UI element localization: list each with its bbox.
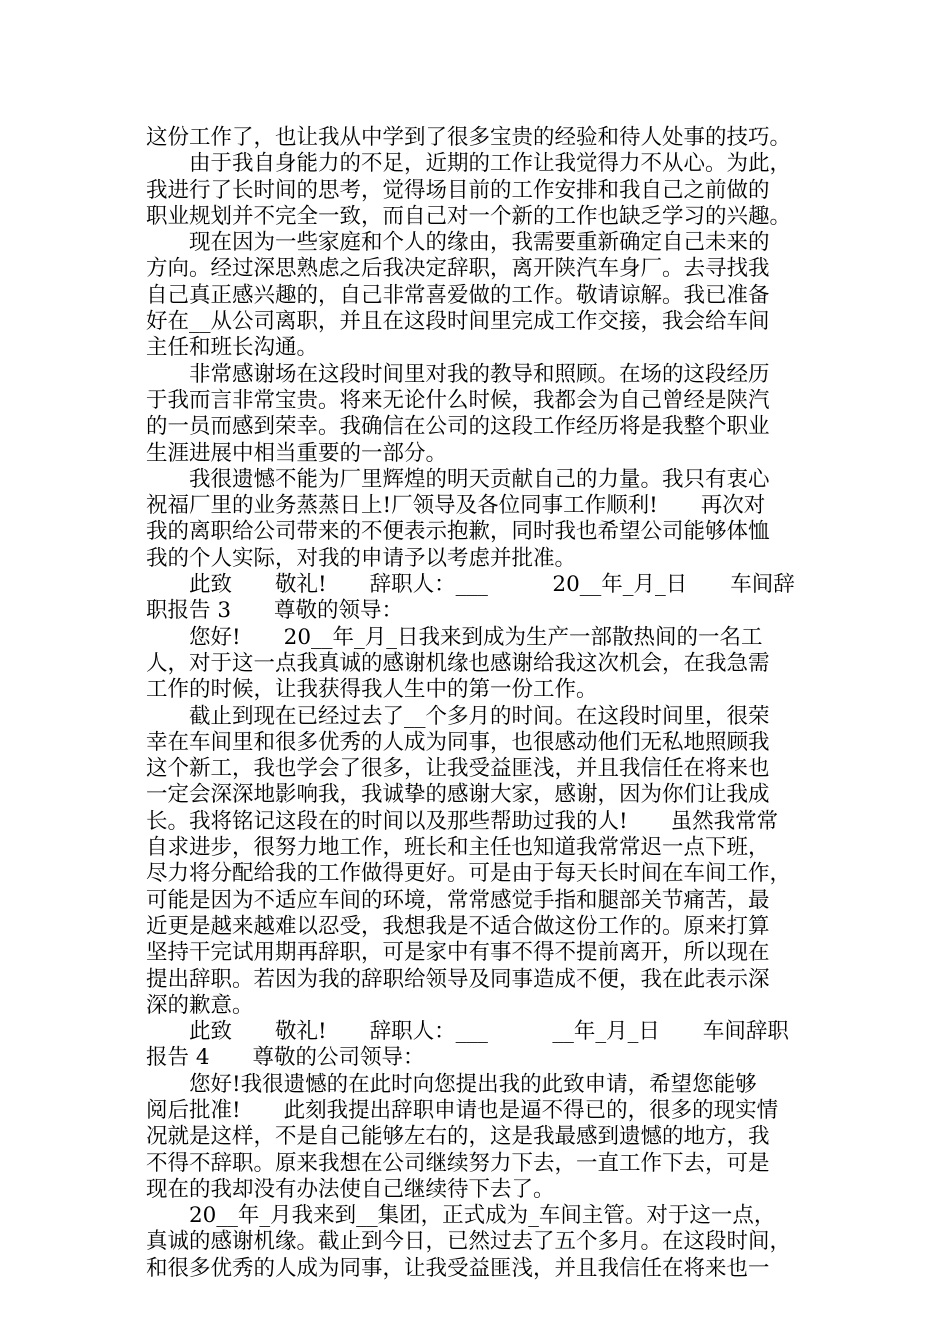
text-line: 您好! 20__年_月_日我来到成为生产一部散热间的一名工 (146, 624, 763, 650)
text-line: 主任和班长沟通。 (146, 335, 319, 361)
text-line: 职报告 3 尊敬的领导： (146, 598, 404, 624)
text-line: 由于我自身能力的不足，近期的工作让我觉得力不从心。为此， (146, 151, 792, 177)
text-line: 尽力将分配给我的工作做得更好。可是由于每天长时间在车间工作， (146, 861, 792, 887)
text-line: 和很多优秀的人成为同事，让我受益匪浅，并且我信任在将来也一 (146, 1255, 770, 1281)
text-line: 好在__从公司离职，并且在这段时间里完成工作交接，我会给车间 (146, 309, 770, 335)
text-line: 生涯进展中相当重要的一部分。 (146, 440, 448, 466)
text-line: 这个新工，我也学会了很多，让我受益匪浅，并且我信任在将来也 (146, 756, 770, 782)
text-line: 自己真正感兴趣的，自己非常喜爱做的工作。敬请谅解。我已准备 (146, 282, 770, 308)
text-line: 我很遗憾不能为厂里辉煌的明天贡献自己的力量。我只有衷心 (146, 466, 770, 492)
text-line: 况就是这样，不是自己能够左右的，这是我最感到遗憾的地方，我 (146, 1124, 770, 1150)
text-line: 幸在车间里和很多优秀的人成为同事，也很感动他们无私地照顾我 (146, 729, 770, 755)
text-line: 可能是因为不适应车间的环境，常常感觉手指和腿部关节痛苦，最 (146, 887, 770, 913)
text-line: 此致 敬礼! 辞职人：___ 20__年_月_日 车间辞 (146, 572, 795, 598)
text-line: 人，对于这一点我真诚的感谢机缘也感谢给我这次机会，在我急需 (146, 650, 770, 676)
text-line: 20__年_月我来到__集团，正式成为_车间主管。对于这一点， (146, 1203, 776, 1229)
text-line: 截止到现在已经过去了__个多月的时间。在这段时间里，很荣 (146, 703, 770, 729)
text-line: 非常感谢场在这段时间里对我的教导和照顾。在场的这段经历 (146, 361, 770, 387)
text-line: 此致 敬礼! 辞职人：___ __年_月_日 车间辞职 (146, 1019, 789, 1045)
text-line: 方向。经过深思熟虑之后我决定辞职，离开陕汽车身厂。去寻找我 (146, 256, 770, 282)
text-line: 自求进步，很努力地工作，班长和主任也知道我常常迟一点下班， (146, 835, 770, 861)
text-line: 提出辞职。若因为我的辞职给领导及同事造成不便，我在此表示深 (146, 966, 770, 992)
text-line: 我进行了长时间的思考，觉得场目前的工作安排和我自己之前做的 (146, 177, 770, 203)
document-body (146, 125, 826, 1282)
text-line: 真诚的感谢机缘。截止到今日，已然过去了五个多月。在这段时间， (146, 1229, 792, 1255)
text-line: 工作的时候，让我获得我人生中的第一份工作。 (146, 677, 598, 703)
text-line: 祝福厂里的业务蒸蒸日上!厂领导及各位同事工作顺利! 再次对 (146, 493, 766, 519)
text-line: 报告 4 尊敬的公司领导： (146, 1045, 425, 1071)
text-line: 您好!我很遗憾的在此时向您提出我的此致申请，希望您能够 (146, 1071, 757, 1097)
text-line: 长。我将铭记这段在的时间以及那些帮助过我的人! 虽然我常常 (146, 808, 779, 834)
text-line: 于我而言非常宝贵。将来无论什么时候，我都会为自己曾经是陕汽 (146, 387, 770, 413)
text-line: 现在因为一些家庭和个人的缘由，我需要重新确定自己未来的 (146, 230, 770, 256)
text-line: 的一员而感到荣幸。我确信在公司的这段工作经历将是我整个职业 (146, 414, 770, 440)
text-line: 这份工作了，也让我从中学到了很多宝贵的经验和待人处事的技巧。 (146, 125, 792, 150)
text-line: 阅后批准! 此刻我提出辞职申请也是逼不得已的，很多的现实情 (146, 1097, 779, 1123)
text-line: 近更是越来越难以忍受，我想我是不适合做这份工作的。原来打算 (146, 913, 770, 939)
text-line: 我的个人实际，对我的申请予以考虑并批准。 (146, 545, 577, 571)
text-line: 坚持干完试用期再辞职，可是家中有事不得不提前离开，所以现在 (146, 940, 770, 966)
text-line: 现在的我却没有办法使自己继续待下去了。 (146, 1176, 555, 1202)
text-line: 职业规划并不完全一致，而自己对一个新的工作也缺乏学习的兴趣。 (146, 203, 792, 229)
text-line: 深的歉意。 (146, 992, 254, 1018)
text-line: 一定会深深地影响我，我诚挚的感谢大家，感谢，因为你们让我成 (146, 782, 770, 808)
text-line: 我的离职给公司带来的不便表示抱歉，同时我也希望公司能够体恤 (146, 519, 770, 545)
text-line: 不得不辞职。原来我想在公司继续努力下去，一直工作下去，可是 (146, 1150, 770, 1176)
